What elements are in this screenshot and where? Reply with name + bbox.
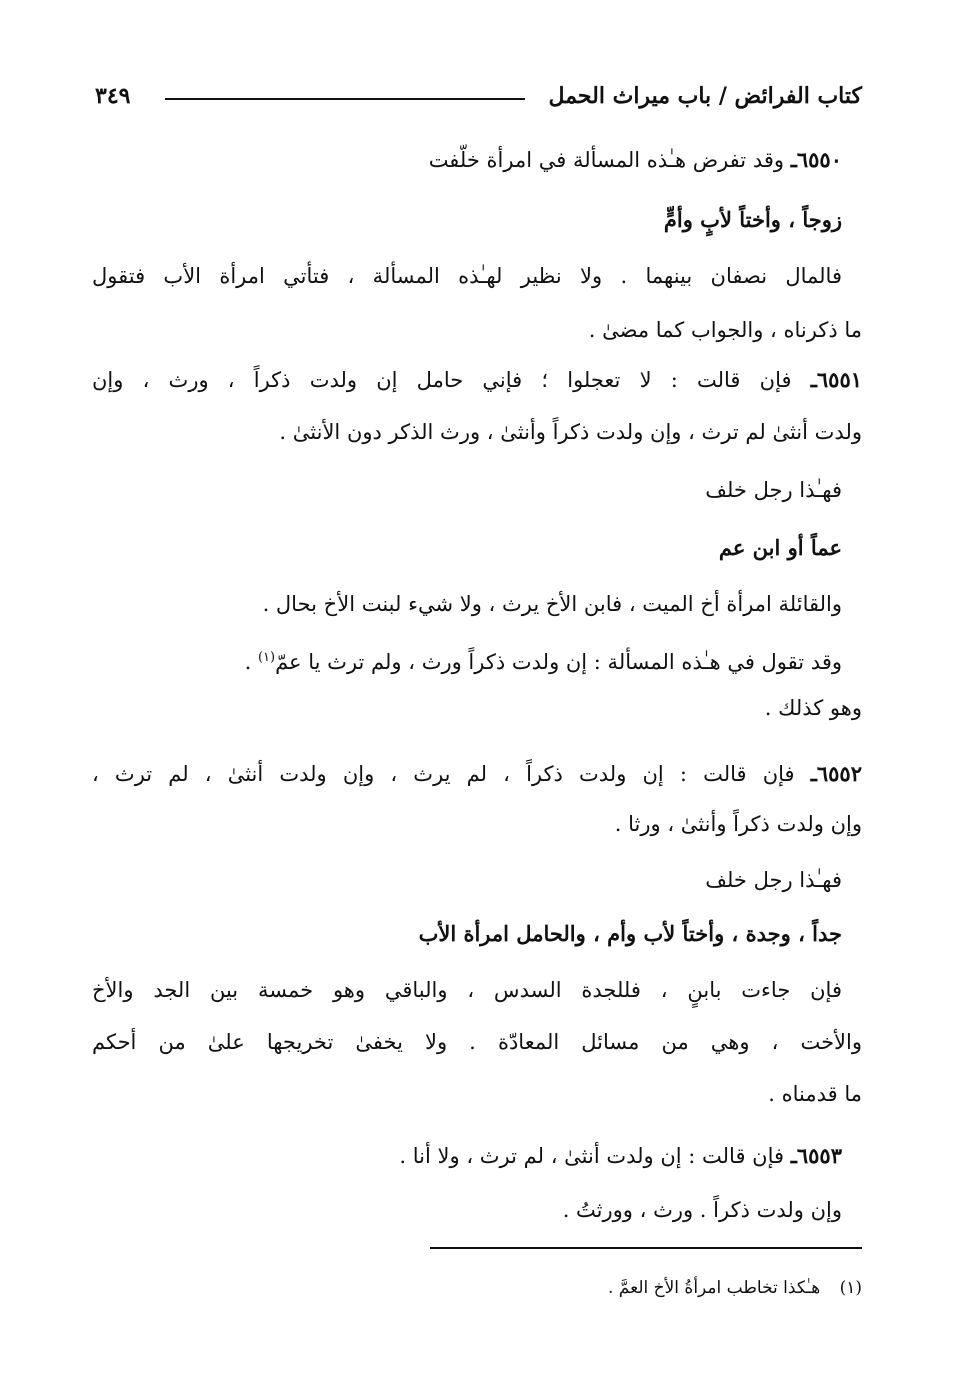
- paragraph-number: ٦٥٥٢ـ: [810, 761, 862, 786]
- footnote-reference[interactable]: (١): [257, 650, 276, 665]
- paragraph-6551-explain-line-1: والقائلة امرأة أخ الميت ، فابن الأخ يرث ، ولا شيء لبنت الأخ بحال .: [262, 592, 842, 616]
- footnote-number: (١): [839, 1278, 862, 1298]
- paragraph-6553-line-1: [72, 1138, 842, 1174]
- paragraph-6551-line-3: فهـٰذا رجل خلف: [705, 478, 842, 502]
- paragraph-number: ٦٥٥٣ـ: [790, 1143, 842, 1168]
- page-number: ٣٤٩: [95, 83, 131, 109]
- paragraph-6552-line-3: فهـٰذا رجل خلف: [705, 868, 842, 892]
- footnote-rule: [430, 1247, 862, 1249]
- paragraph-6551-heirs: عماً أو ابن عم: [718, 535, 842, 560]
- paragraph-text: فإن قالت : إن ولدت أنثىٰ ، لم ترث ، ولا أنا .: [399, 1144, 785, 1168]
- paragraph-6550-heirs: زوجاً ، وأختاً لأبٍ وأمٍّ: [663, 207, 842, 232]
- paragraph-6551-explain-line-3: وهو كذلك .: [764, 696, 862, 720]
- paragraph-6552-explain-line-3: ما قدمناه .: [768, 1082, 862, 1106]
- paragraph-text: وقد تفرض هـٰذه المسألة في امرأة خلّفت: [428, 148, 785, 172]
- paragraph-6552-explain-line-1: فإن جاءت بابنٍ ، فللجدة السدس ، والباقي وهو خمسة بين الجد والأخ: [92, 978, 842, 1002]
- paragraph-6550-line-1: [72, 142, 842, 178]
- paragraph-text: فإن قالت : لا تعجلوا ؛ فإني حامل إن ولدت ذكراً ، ورث ، وإن: [92, 368, 792, 392]
- paragraph-6552-line-1: [92, 756, 862, 792]
- paragraph-6551-line-2: ولدت أنثىٰ لم ترث ، وإن ولدت ذكراً وأنثىٰ ، ورث الذكر دون الأنثىٰ .: [279, 420, 862, 444]
- paragraph-6551-explain-line-2: [72, 640, 842, 676]
- paragraph-6552-explain-line-2: والأخت ، وهي من مسائل المعادّة . ولا يخفىٰ تخريجها علىٰ من أحكم: [92, 1030, 862, 1054]
- paragraph-6550-explain-line-1: فالمال نصفان بينهما . ولا نظير لهـٰذه المسألة ، فتأتي امرأة الأب فتقول: [92, 264, 842, 288]
- paragraph-6552-line-2: وإن ولدت ذكراً وأنثىٰ ، ورثا .: [614, 812, 862, 836]
- header-rule: [165, 98, 525, 100]
- paragraph-6553-line-2: وإن ولدت ذكراً . ورث ، وورثتُ .: [562, 1198, 842, 1222]
- paragraph-text: وقد تقول في هـٰذه المسألة : إن ولدت ذكراً ورث ، ولم ترث يا عمّ: [275, 650, 842, 674]
- paragraph-text-end: .: [244, 650, 258, 674]
- paragraph-6552-heirs: جداً ، وجدة ، وأختاً لأب وأم ، والحامل امرأة الأب: [418, 921, 842, 946]
- paragraph-text: فإن قالت : إن ولدت ذكراً ، لم يرث ، وإن ولدت أنثىٰ ، لم ترث ،: [92, 762, 795, 786]
- footnote-text: هـٰكذا تخاطب امرأةُ الأخ العمَّ .: [608, 1278, 821, 1298]
- footnote-1: [608, 1273, 862, 1303]
- paragraph-6551-line-1: [92, 362, 862, 398]
- paragraph-number: ٦٥٥١ـ: [810, 367, 863, 392]
- running-header-title: كتاب الفرائض / باب ميراث الحمل: [548, 83, 862, 109]
- paragraph-number: ٦٥٥٠ـ: [790, 147, 842, 172]
- paragraph-6550-explain-line-2: ما ذكرناه ، والجواب كما مضىٰ .: [588, 318, 862, 342]
